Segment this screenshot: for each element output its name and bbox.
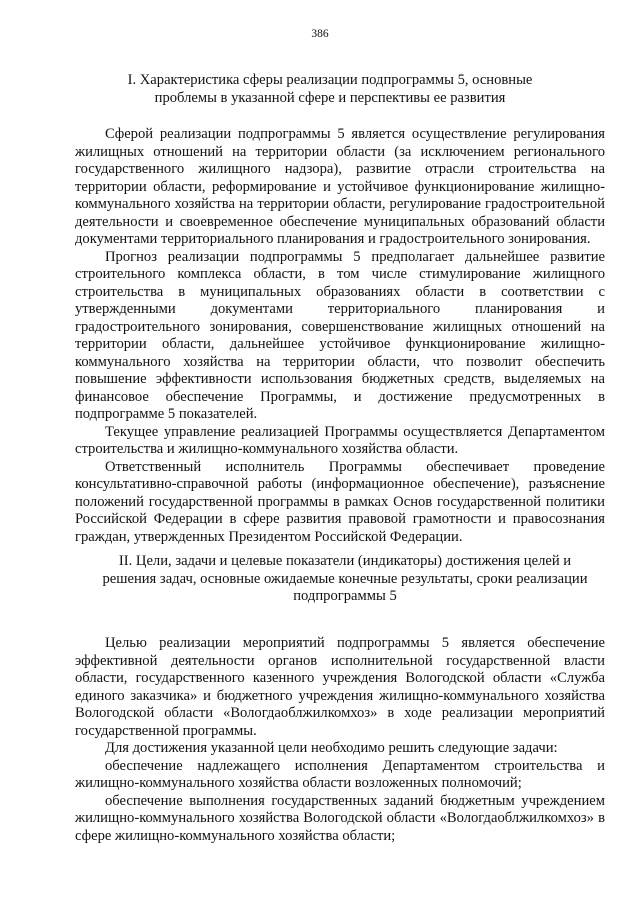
section-1-title-line: I. Характеристика сферы реализации подпрограммы 5, основные — [127, 72, 533, 88]
section-2-title-line: решения задач, основные ожидаемые конечные результаты, сроки реализации — [102, 570, 588, 587]
section-2-body — [75, 635, 605, 845]
paragraph: Целью реализации мероприятий подпрограммы 5 является обеспечение эффективной деятельности органов исполнительной государственной власти области, государственного казенного учреждения Вологодской области «Служба единого заказчика» и бюджетного учреждения жилищно-коммунального хозяйства Вологодской области «Вологдаоблжилкомхоз» в ходе реализации мероприятий государственной программы. — [75, 635, 605, 739]
paragraph: Для достижения указанной цели необходимо решить следующие задачи: — [105, 740, 558, 756]
section-2-title — [95, 553, 595, 606]
page-number: 386 — [311, 28, 329, 40]
section-1-title-line: проблемы в указанной сфере и перспективы ее развития — [154, 89, 506, 106]
paragraph: Прогноз реализации подпрограммы 5 предполагает дальнейшее развитие строительного комплекса области, в том числе стимулирование жилищного строительства в муниципальных образованиях области в соответствии с утвержденными документами территориального планирования и градостроительного зонирования, совершенствование жилищных отношений на территории области, дальнейшее устойчивое функционирование жилищно-коммунального хозяйства на территории области, что позволит обеспечить повышение эффективности использования бюджетных средств, выделяемых на финансовое обеспечение Программы, и достижение предусмотренных в подпрограмме 5 показателей. — [75, 248, 605, 422]
section-1-title — [85, 72, 575, 107]
paragraph: Текущее управление реализацией Программы осуществляется Департаментом строительства и жилищно-коммунального хозяйства области. — [75, 423, 605, 457]
paragraph: Ответственный исполнитель Программы обеспечивает проведение консультативно-справочной работы (информационное обеспечение), разъяснение положений государственной программы в рамках Основ государственной политики Российской Федерации в сфере развития правовой грамотности и правосознания граждан, утвержденных Президентом Российской Федерации. — [75, 458, 605, 545]
section-2-title-line: подпрограммы 5 — [293, 588, 397, 604]
section-2-title-line: II. Цели, задачи и целевые показатели (индикаторы) достижения целей и — [118, 553, 572, 569]
paragraph: Сферой реализации подпрограммы 5 является осуществление регулирования жилищных отношений на территории области (за исключением регионального государственного жилищного надзора), развитие отрасли строительства на территории области, реформирование и устойчивое функционирование жилищно-коммунального хозяйства на территории области, регулирование градостроительной деятельности и своевременное обеспечение муниципальных образований области документами территориального планирования и градостроительного зонирования. — [75, 126, 605, 247]
paragraph: обеспечение выполнения государственных заданий бюджетным учреждением жилищно-коммунального хозяйства Вологодской области «Вологдаоблжилкомхоз» в сфере жилищно-коммунального хозяйства области; — [75, 792, 605, 844]
section-1-body — [75, 126, 605, 546]
paragraph: обеспечение надлежащего исполнения Департаментом строительства и жилищно-коммунального хозяйства области возложенных полномочий; — [75, 757, 605, 791]
